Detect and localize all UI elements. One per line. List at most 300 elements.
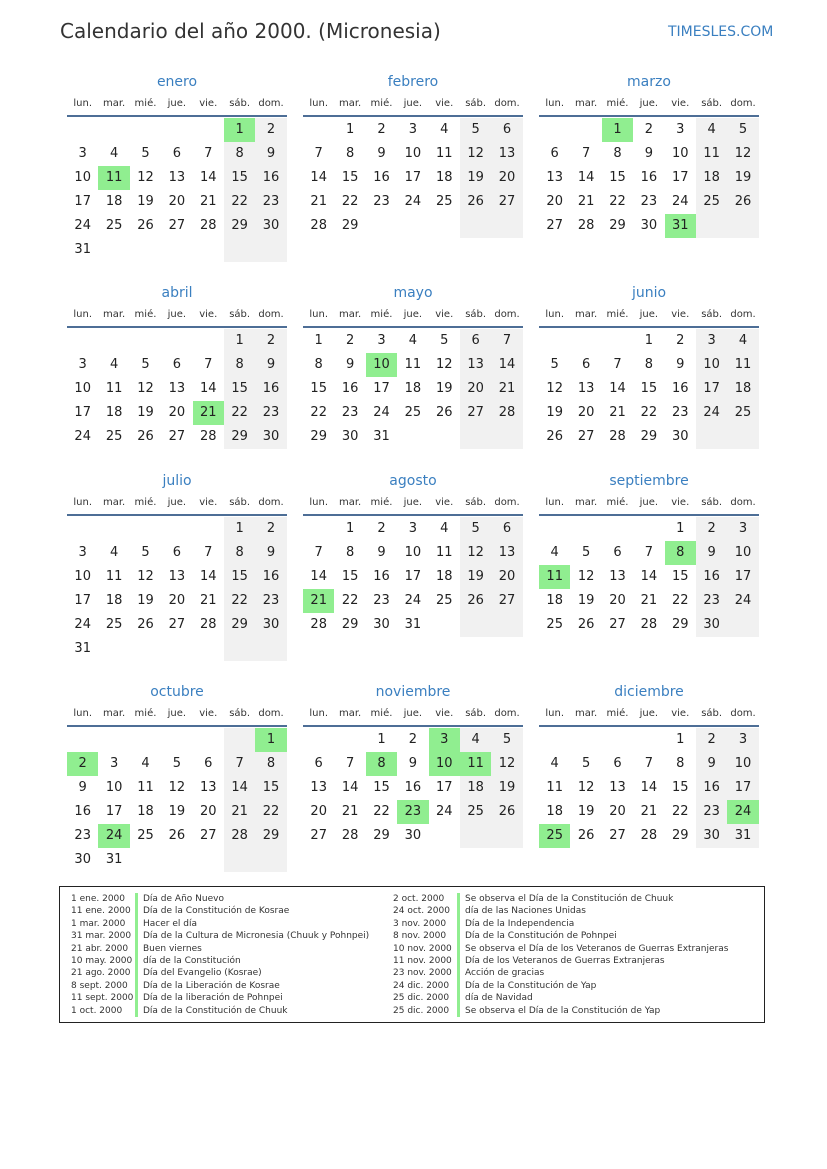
empty-day-cell bbox=[161, 728, 192, 752]
day-cell: 5 bbox=[491, 728, 522, 752]
weekday-label: dom. bbox=[494, 708, 520, 719]
day-cell: 15 bbox=[373, 780, 390, 795]
day-cell: 14 bbox=[224, 776, 255, 800]
day-cell: 28 bbox=[224, 824, 255, 848]
day-cell: 18 bbox=[137, 804, 154, 819]
empty-day-cell bbox=[98, 238, 129, 262]
empty-day-cell bbox=[130, 517, 161, 541]
weekday-label: sáb. bbox=[229, 708, 251, 719]
day-cell: 23 bbox=[671, 405, 689, 420]
day-cell: 20 bbox=[577, 405, 595, 420]
weekday-label: sáb. bbox=[229, 98, 251, 109]
day-cell: 25 bbox=[727, 401, 758, 425]
day-cell: 11 bbox=[435, 545, 453, 560]
day-cell: 12 bbox=[137, 569, 154, 584]
day-cell: 14 bbox=[577, 170, 595, 185]
day-cell: 4 bbox=[696, 118, 727, 142]
day-grid bbox=[539, 118, 759, 238]
day-cell: 16 bbox=[74, 804, 91, 819]
day-cell: 17 bbox=[74, 405, 91, 420]
day-cell: 30 bbox=[696, 613, 727, 637]
month-agosto bbox=[303, 471, 523, 637]
weekday-label: dom. bbox=[730, 309, 756, 320]
day-cell: 25 bbox=[404, 405, 422, 420]
day-cell: 14 bbox=[310, 170, 327, 185]
day-cell: 28 bbox=[199, 429, 217, 444]
weekday-label: dom. bbox=[258, 98, 284, 109]
empty-day-cell bbox=[460, 824, 491, 848]
day-grid bbox=[67, 728, 287, 872]
empty-day-cell bbox=[491, 824, 522, 848]
day-grid bbox=[303, 728, 523, 848]
holiday-list bbox=[59, 886, 765, 1023]
empty-day-cell bbox=[727, 613, 758, 637]
day-cell: 31 bbox=[373, 429, 390, 444]
day-cell: 27 bbox=[168, 617, 186, 632]
holiday-day-cell: 2 bbox=[67, 752, 98, 776]
day-cell: 10 bbox=[74, 170, 91, 185]
day-cell: 13 bbox=[577, 381, 595, 396]
empty-day-cell bbox=[570, 517, 601, 541]
month-febrero bbox=[303, 72, 523, 238]
day-cell: 29 bbox=[671, 617, 689, 632]
day-cell: 21 bbox=[640, 804, 658, 819]
month-name: junio bbox=[631, 285, 667, 301]
day-cell: 8 bbox=[644, 357, 653, 372]
holiday-date: 21 abr. 2000 bbox=[69, 943, 138, 955]
weekday-label: dom. bbox=[494, 98, 520, 109]
day-cell: 23 bbox=[640, 194, 658, 209]
holiday-name: Día de la Constitución de Yap bbox=[465, 980, 597, 991]
day-cell: 7 bbox=[613, 357, 622, 372]
day-cell: 29 bbox=[373, 828, 390, 843]
weekday-label: mié. bbox=[370, 497, 393, 508]
day-cell: 4 bbox=[460, 728, 491, 752]
day-cell: 12 bbox=[460, 142, 491, 166]
day-cell: 29 bbox=[224, 425, 255, 449]
weekday-header bbox=[539, 495, 759, 516]
day-cell: 10 bbox=[74, 569, 91, 584]
day-cell: 26 bbox=[168, 828, 186, 843]
weekday-label: dom. bbox=[494, 497, 520, 508]
weekday-label: sáb. bbox=[465, 98, 487, 109]
weekday-label: dom. bbox=[258, 309, 284, 320]
day-cell: 5 bbox=[581, 756, 591, 771]
weekday-label: vie. bbox=[671, 708, 690, 719]
holiday-date: 8 sept. 2000 bbox=[69, 980, 138, 992]
empty-day-cell bbox=[67, 118, 98, 142]
day-cell: 10 bbox=[727, 541, 758, 565]
day-cell: 23 bbox=[696, 800, 727, 824]
day-cell: 17 bbox=[373, 381, 390, 396]
weekday-label: mar. bbox=[338, 309, 362, 320]
day-cell: 8 bbox=[676, 756, 685, 771]
day-cell: 19 bbox=[546, 405, 563, 420]
empty-day-cell bbox=[303, 728, 334, 752]
empty-day-cell bbox=[193, 637, 224, 661]
day-cell: 22 bbox=[341, 593, 359, 608]
day-cell: 10 bbox=[727, 752, 758, 776]
month-diciembre bbox=[539, 682, 759, 848]
day-cell: 19 bbox=[577, 804, 595, 819]
day-cell: 27 bbox=[609, 828, 626, 843]
day-cell: 11 bbox=[105, 381, 123, 396]
day-cell: 5 bbox=[550, 357, 559, 372]
weekday-label: mié. bbox=[134, 708, 157, 719]
day-cell: 19 bbox=[137, 405, 154, 420]
empty-day-cell bbox=[539, 118, 570, 142]
day-cell: 20 bbox=[491, 166, 522, 190]
day-cell: 16 bbox=[404, 780, 422, 795]
holiday-day-cell: 21 bbox=[303, 589, 334, 613]
day-cell: 18 bbox=[435, 170, 453, 185]
holiday-day-cell: 24 bbox=[98, 824, 129, 848]
day-cell: 12 bbox=[577, 780, 595, 795]
empty-day-cell bbox=[161, 517, 192, 541]
day-cell: 9 bbox=[255, 142, 286, 166]
day-cell: 19 bbox=[460, 166, 491, 190]
day-cell: 15 bbox=[224, 377, 255, 401]
day-cell: 29 bbox=[310, 429, 327, 444]
month-septiembre bbox=[539, 471, 759, 637]
day-cell: 20 bbox=[168, 593, 186, 608]
day-cell: 3 bbox=[377, 333, 386, 348]
day-cell: 6 bbox=[314, 756, 323, 771]
day-cell: 9 bbox=[255, 541, 286, 565]
weekday-label: mié. bbox=[134, 98, 157, 109]
day-cell: 31 bbox=[74, 641, 91, 656]
day-cell: 2 bbox=[255, 517, 286, 541]
day-cell: 11 bbox=[404, 357, 422, 372]
weekday-label: vie. bbox=[435, 309, 454, 320]
day-cell: 6 bbox=[204, 756, 213, 771]
empty-day-cell bbox=[491, 425, 522, 449]
day-grid bbox=[67, 517, 287, 661]
empty-day-cell bbox=[570, 118, 601, 142]
day-cell: 3 bbox=[727, 728, 758, 752]
day-cell: 4 bbox=[109, 357, 119, 372]
weekday-label: mar. bbox=[574, 708, 598, 719]
day-cell: 28 bbox=[640, 617, 658, 632]
holiday-row bbox=[391, 980, 728, 992]
weekday-label: jue. bbox=[167, 98, 187, 109]
empty-day-cell bbox=[727, 425, 758, 449]
weekday-label: jue. bbox=[639, 309, 659, 320]
holiday-row bbox=[69, 967, 369, 979]
day-cell: 28 bbox=[640, 828, 658, 843]
day-cell: 26 bbox=[137, 429, 154, 444]
day-cell: 9 bbox=[696, 541, 727, 565]
day-cell: 17 bbox=[727, 776, 758, 800]
holiday-row bbox=[391, 1005, 728, 1017]
day-cell: 3 bbox=[727, 517, 758, 541]
day-cell: 2 bbox=[644, 122, 653, 137]
day-cell: 15 bbox=[224, 166, 255, 190]
month-noviembre bbox=[303, 682, 523, 848]
empty-day-cell bbox=[696, 214, 727, 238]
day-cell: 1 bbox=[224, 517, 255, 541]
weekday-label: mar. bbox=[102, 708, 126, 719]
day-cell: 12 bbox=[727, 142, 758, 166]
weekday-label: lun. bbox=[309, 98, 329, 109]
day-cell: 27 bbox=[577, 429, 595, 444]
day-cell: 15 bbox=[255, 776, 286, 800]
day-cell: 13 bbox=[460, 353, 491, 377]
month-name: julio bbox=[162, 473, 192, 489]
weekday-label: vie. bbox=[671, 98, 690, 109]
day-cell: 7 bbox=[314, 545, 323, 560]
day-cell: 9 bbox=[255, 353, 286, 377]
weekday-label: dom. bbox=[730, 497, 756, 508]
holiday-name: Día del Evangelio (Kosrae) bbox=[143, 968, 262, 979]
day-cell: 22 bbox=[671, 804, 689, 819]
day-cell: 19 bbox=[137, 194, 154, 209]
day-grid bbox=[539, 728, 759, 848]
day-cell: 9 bbox=[78, 780, 87, 795]
day-cell: 13 bbox=[310, 780, 327, 795]
day-cell: 12 bbox=[577, 569, 595, 584]
holiday-day-cell: 21 bbox=[193, 401, 224, 425]
holiday-date: 10 nov. 2000 bbox=[391, 943, 460, 955]
holiday-name: Se observa el Día de los Veteranos de Guerras Extranjeras bbox=[465, 943, 729, 954]
day-cell: 29 bbox=[224, 613, 255, 637]
holiday-day-cell: 31 bbox=[665, 214, 696, 238]
day-cell: 31 bbox=[74, 242, 91, 257]
day-cell: 7 bbox=[345, 756, 355, 771]
day-cell: 11 bbox=[105, 569, 123, 584]
day-cell: 20 bbox=[310, 804, 327, 819]
day-cell: 24 bbox=[373, 405, 390, 420]
holiday-row bbox=[391, 992, 728, 1004]
day-cell: 18 bbox=[460, 776, 491, 800]
weekday-label: dom. bbox=[258, 497, 284, 508]
day-cell: 16 bbox=[671, 381, 689, 396]
day-cell: 3 bbox=[408, 122, 417, 137]
empty-day-cell bbox=[602, 728, 633, 752]
day-cell: 19 bbox=[491, 776, 522, 800]
weekday-label: jue. bbox=[403, 497, 423, 508]
weekday-label: mar. bbox=[574, 98, 598, 109]
holiday-day-cell: 3 bbox=[429, 728, 460, 752]
weekday-label: mar. bbox=[102, 309, 126, 320]
weekday-label: mar. bbox=[338, 98, 362, 109]
day-cell: 27 bbox=[546, 218, 563, 233]
day-cell: 1 bbox=[676, 521, 685, 536]
day-cell: 18 bbox=[105, 593, 123, 608]
holiday-date: 25 dic. 2000 bbox=[391, 992, 460, 1004]
day-cell: 26 bbox=[546, 429, 563, 444]
day-cell: 3 bbox=[78, 545, 87, 560]
page-title: Calendario del año 2000. (Micronesia) bbox=[60, 19, 441, 43]
day-cell: 14 bbox=[341, 780, 359, 795]
holiday-row bbox=[391, 955, 728, 967]
day-cell: 21 bbox=[609, 405, 626, 420]
empty-day-cell bbox=[539, 517, 570, 541]
day-cell: 27 bbox=[168, 429, 186, 444]
day-cell: 20 bbox=[609, 593, 626, 608]
day-cell: 29 bbox=[671, 828, 689, 843]
day-cell: 2 bbox=[345, 333, 355, 348]
day-cell: 29 bbox=[224, 214, 255, 238]
holiday-day-cell: 11 bbox=[98, 166, 129, 190]
day-cell: 16 bbox=[696, 565, 727, 589]
empty-day-cell bbox=[193, 517, 224, 541]
day-cell: 14 bbox=[609, 381, 626, 396]
holiday-name: día de Navidad bbox=[465, 993, 533, 1004]
day-cell: 8 bbox=[224, 541, 255, 565]
day-cell: 21 bbox=[341, 804, 359, 819]
holiday-name: Día de la Constitución de Kosrae bbox=[143, 906, 290, 917]
holiday-name: Hacer el día bbox=[143, 918, 197, 929]
holiday-day-cell: 25 bbox=[539, 824, 570, 848]
day-cell: 24 bbox=[74, 218, 91, 233]
holiday-day-cell: 8 bbox=[665, 541, 696, 565]
empty-day-cell bbox=[130, 238, 161, 262]
day-cell: 2 bbox=[408, 732, 417, 747]
empty-day-cell bbox=[193, 728, 224, 752]
holiday-name: Día de Año Nuevo bbox=[143, 894, 224, 904]
day-cell: 3 bbox=[109, 756, 119, 771]
day-grid bbox=[303, 118, 523, 238]
day-cell: 5 bbox=[581, 545, 591, 560]
weekday-label: jue. bbox=[639, 98, 659, 109]
day-cell: 27 bbox=[460, 401, 491, 425]
weekday-label: lun. bbox=[545, 309, 565, 320]
day-cell: 15 bbox=[341, 569, 359, 584]
site-link[interactable]: TIMESLES.COM bbox=[668, 24, 774, 40]
weekday-label: lun. bbox=[73, 497, 93, 508]
day-cell: 24 bbox=[696, 401, 727, 425]
holiday-list-right bbox=[391, 893, 728, 1017]
day-cell: 12 bbox=[546, 381, 563, 396]
holiday-date: 24 dic. 2000 bbox=[391, 980, 460, 992]
day-cell: 28 bbox=[310, 218, 327, 233]
day-cell: 21 bbox=[310, 194, 327, 209]
day-cell: 29 bbox=[609, 218, 626, 233]
holiday-date: 31 mar. 2000 bbox=[69, 930, 138, 942]
empty-day-cell bbox=[491, 613, 522, 637]
day-cell: 9 bbox=[676, 357, 685, 372]
day-cell: 23 bbox=[255, 190, 286, 214]
holiday-date: 1 oct. 2000 bbox=[69, 1005, 138, 1017]
weekday-label: lun. bbox=[309, 708, 329, 719]
day-cell: 7 bbox=[224, 752, 255, 776]
day-cell: 16 bbox=[640, 170, 658, 185]
empty-day-cell bbox=[193, 329, 224, 353]
holiday-name: Día de la Cultura de Micronesia (Chuuk y Pohnpei) bbox=[143, 931, 370, 942]
holiday-name: día de las Naciones Unidas bbox=[465, 906, 586, 917]
empty-day-cell bbox=[193, 238, 224, 262]
day-cell: 13 bbox=[609, 780, 626, 795]
holiday-name: Día de los Veteranos de Guerras Extranjeras bbox=[465, 955, 665, 966]
empty-day-cell bbox=[633, 517, 664, 541]
day-cell: 4 bbox=[109, 545, 119, 560]
day-cell: 29 bbox=[341, 218, 359, 233]
day-cell: 21 bbox=[199, 194, 217, 209]
holiday-date: 3 nov. 2000 bbox=[391, 918, 460, 930]
holiday-row bbox=[391, 943, 728, 955]
weekday-label: lun. bbox=[545, 497, 565, 508]
weekday-label: sáb. bbox=[465, 497, 487, 508]
empty-day-cell bbox=[539, 329, 570, 353]
empty-day-cell bbox=[460, 214, 491, 238]
day-cell: 20 bbox=[491, 565, 522, 589]
day-grid bbox=[67, 118, 287, 262]
day-cell: 7 bbox=[204, 545, 213, 560]
day-cell: 25 bbox=[105, 218, 123, 233]
day-cell: 26 bbox=[460, 589, 491, 613]
empty-day-cell bbox=[98, 118, 129, 142]
empty-day-cell bbox=[130, 118, 161, 142]
holiday-date: 1 mar. 2000 bbox=[69, 918, 138, 930]
day-cell: 6 bbox=[172, 545, 181, 560]
day-grid bbox=[303, 329, 523, 449]
empty-day-cell bbox=[255, 637, 286, 661]
month-junio bbox=[539, 283, 759, 449]
day-cell: 6 bbox=[460, 329, 491, 353]
weekday-label: vie. bbox=[671, 309, 690, 320]
empty-day-cell bbox=[255, 848, 286, 872]
day-cell: 3 bbox=[78, 146, 87, 161]
empty-day-cell bbox=[98, 329, 129, 353]
day-grid bbox=[67, 329, 287, 449]
holiday-day-cell: 11 bbox=[539, 565, 570, 589]
weekday-header bbox=[303, 307, 523, 328]
weekday-label: dom. bbox=[730, 98, 756, 109]
day-grid bbox=[539, 517, 759, 637]
day-cell: 14 bbox=[640, 569, 658, 584]
day-cell: 18 bbox=[696, 166, 727, 190]
weekday-header bbox=[67, 96, 287, 117]
day-cell: 4 bbox=[550, 545, 559, 560]
day-cell: 18 bbox=[105, 405, 123, 420]
day-cell: 7 bbox=[581, 146, 591, 161]
weekday-header bbox=[67, 307, 287, 328]
day-cell: 14 bbox=[640, 780, 658, 795]
empty-day-cell bbox=[193, 848, 224, 872]
empty-day-cell bbox=[602, 329, 633, 353]
day-cell: 10 bbox=[74, 381, 91, 396]
empty-day-cell bbox=[130, 329, 161, 353]
day-cell: 22 bbox=[640, 405, 658, 420]
day-cell: 23 bbox=[341, 405, 359, 420]
holiday-day-cell: 1 bbox=[255, 728, 286, 752]
weekday-header bbox=[303, 96, 523, 117]
weekday-label: jue. bbox=[639, 497, 659, 508]
day-cell: 21 bbox=[491, 377, 522, 401]
month-name: marzo bbox=[627, 74, 671, 90]
day-cell: 19 bbox=[168, 804, 186, 819]
day-cell: 15 bbox=[224, 565, 255, 589]
day-cell: 26 bbox=[137, 617, 154, 632]
holiday-row bbox=[69, 918, 369, 930]
empty-day-cell bbox=[161, 329, 192, 353]
day-cell: 11 bbox=[546, 780, 563, 795]
weekday-label: jue. bbox=[403, 98, 423, 109]
holiday-row bbox=[69, 1005, 369, 1017]
day-cell: 30 bbox=[373, 617, 390, 632]
day-cell: 12 bbox=[168, 780, 186, 795]
day-cell: 16 bbox=[255, 166, 286, 190]
weekday-label: mié. bbox=[606, 309, 629, 320]
day-cell: 26 bbox=[435, 405, 453, 420]
day-cell: 25 bbox=[105, 617, 123, 632]
month-name: abril bbox=[161, 285, 193, 301]
day-cell: 5 bbox=[460, 517, 491, 541]
day-cell: 4 bbox=[440, 521, 449, 536]
day-cell: 2 bbox=[696, 517, 727, 541]
empty-day-cell bbox=[491, 214, 522, 238]
